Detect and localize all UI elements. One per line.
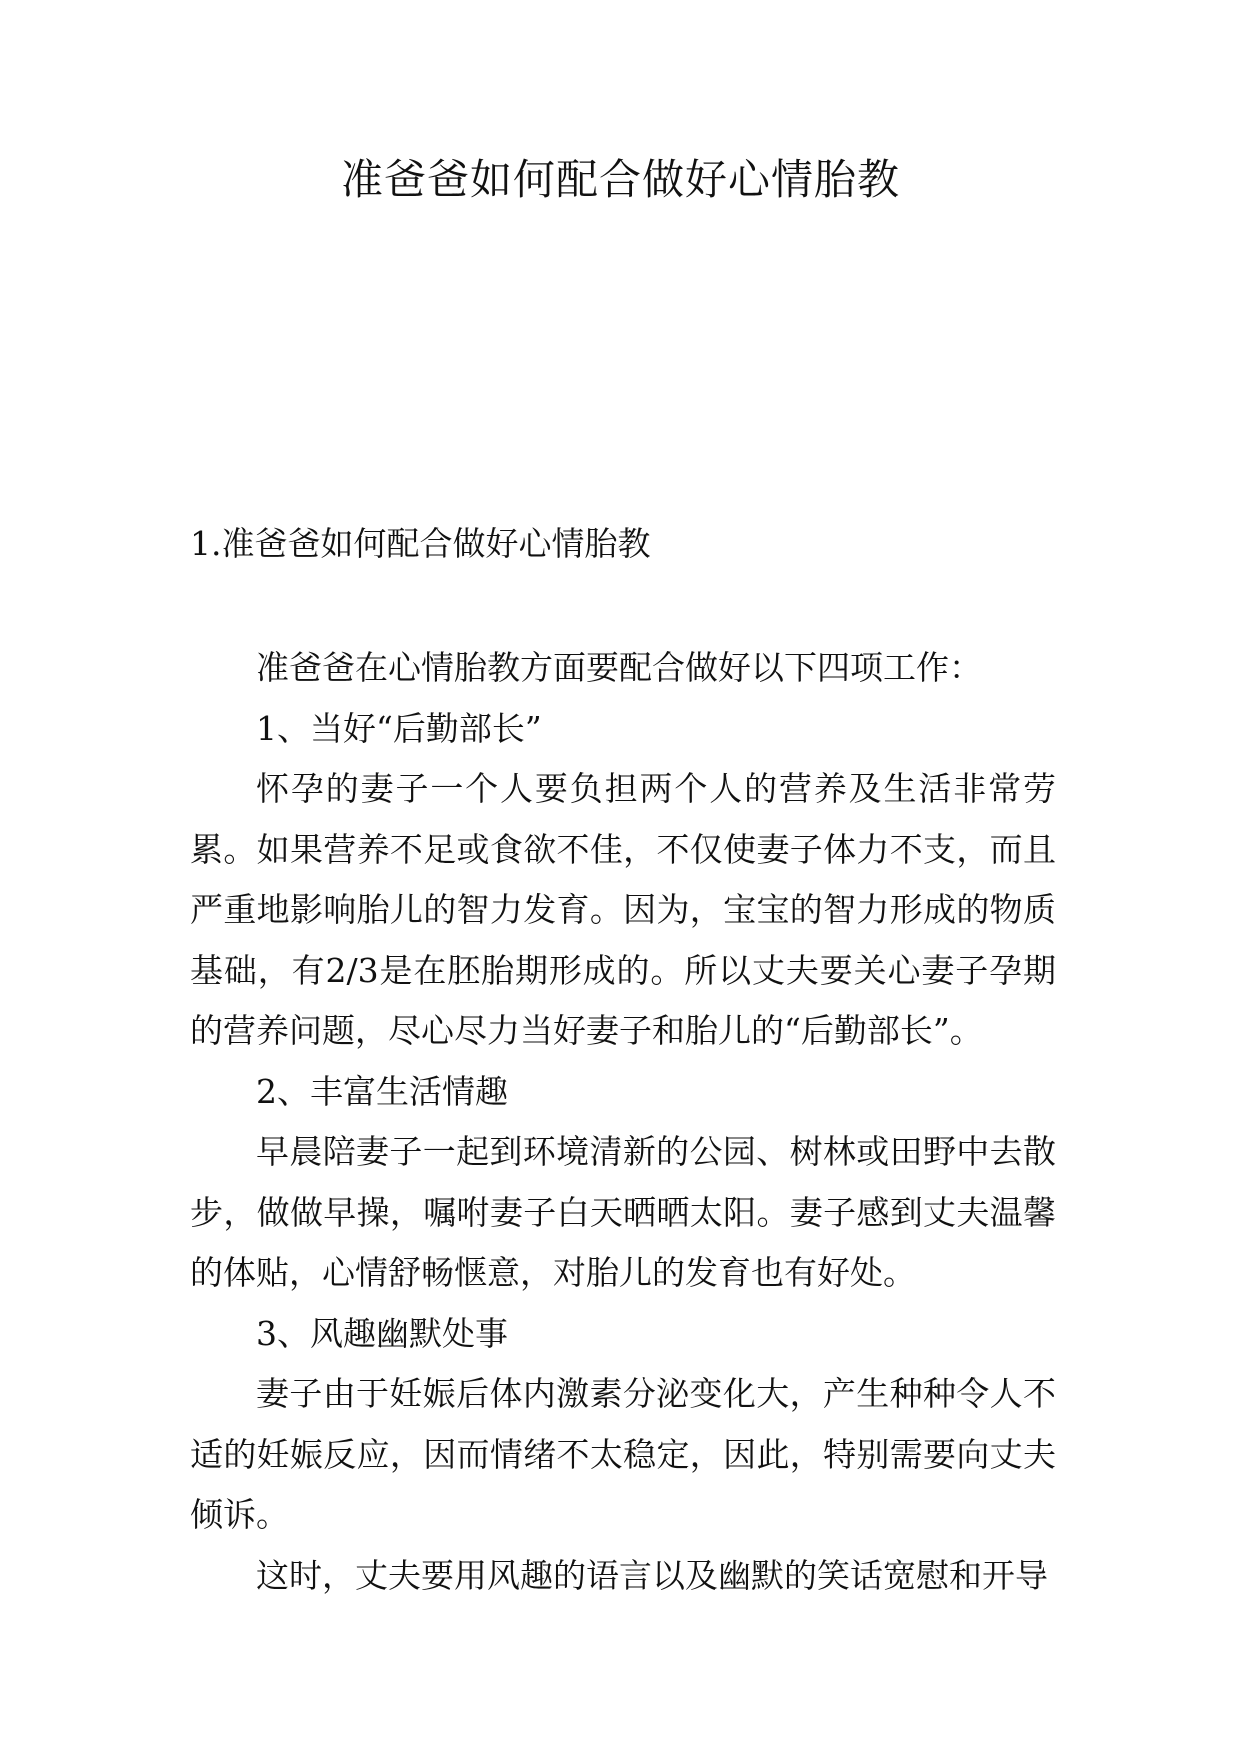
paragraph-item-3-body: 妻子由于妊娠后体内激素分泌变化大，产生种种令人不适的妊娠反应，因而情绪不太稳定，因此，特别需要向丈夫倾诉。 xyxy=(190,1374,1056,1534)
paragraph-intro: 准爸爸在心情胎教方面要配合做好以下四项工作： xyxy=(256,648,982,687)
document-title: 准爸爸如何配合做好心情胎教 xyxy=(340,155,900,204)
paragraph-item-1-body: 怀孕的妻子一个人要负担两个人的营养及生活非常劳累。如果营养不足或食欲不佳，不仅使妻子体力不支，而且严重地影响胎儿的智力发育。因为，宝宝的智力形成的物质基础，有2/3是在胚胎期形成的。所以丈夫要关心妻子孕期的营养问题，尽心尽力当好妻子和胎儿的“后勤部长”。 xyxy=(190,769,1056,1050)
paragraph-item-2-heading: 2、丰富生活情趣 xyxy=(256,1071,508,1111)
paragraph-item-3-heading: 3、风趣幽默处事 xyxy=(256,1313,508,1353)
paragraph-item-1-heading: 1、当好“后勤部长” xyxy=(256,708,542,748)
paragraph-item-2-body: 早晨陪妻子一起到环境清新的公园、树林或田野中去散步，做做早操，嘱咐妻子白天晒晒太阳。妻子感到丈夫温馨的体贴，心情舒畅惬意，对胎儿的发育也有好处。 xyxy=(190,1132,1056,1292)
section-heading: 1.准爸爸如何配合做好心情胎教 xyxy=(190,524,651,563)
document-body xyxy=(190,638,1056,1606)
paragraph-item-3-continued: 这时，丈夫要用风趣的语言以及幽默的笑话宽慰和开导 xyxy=(256,1555,1048,1595)
